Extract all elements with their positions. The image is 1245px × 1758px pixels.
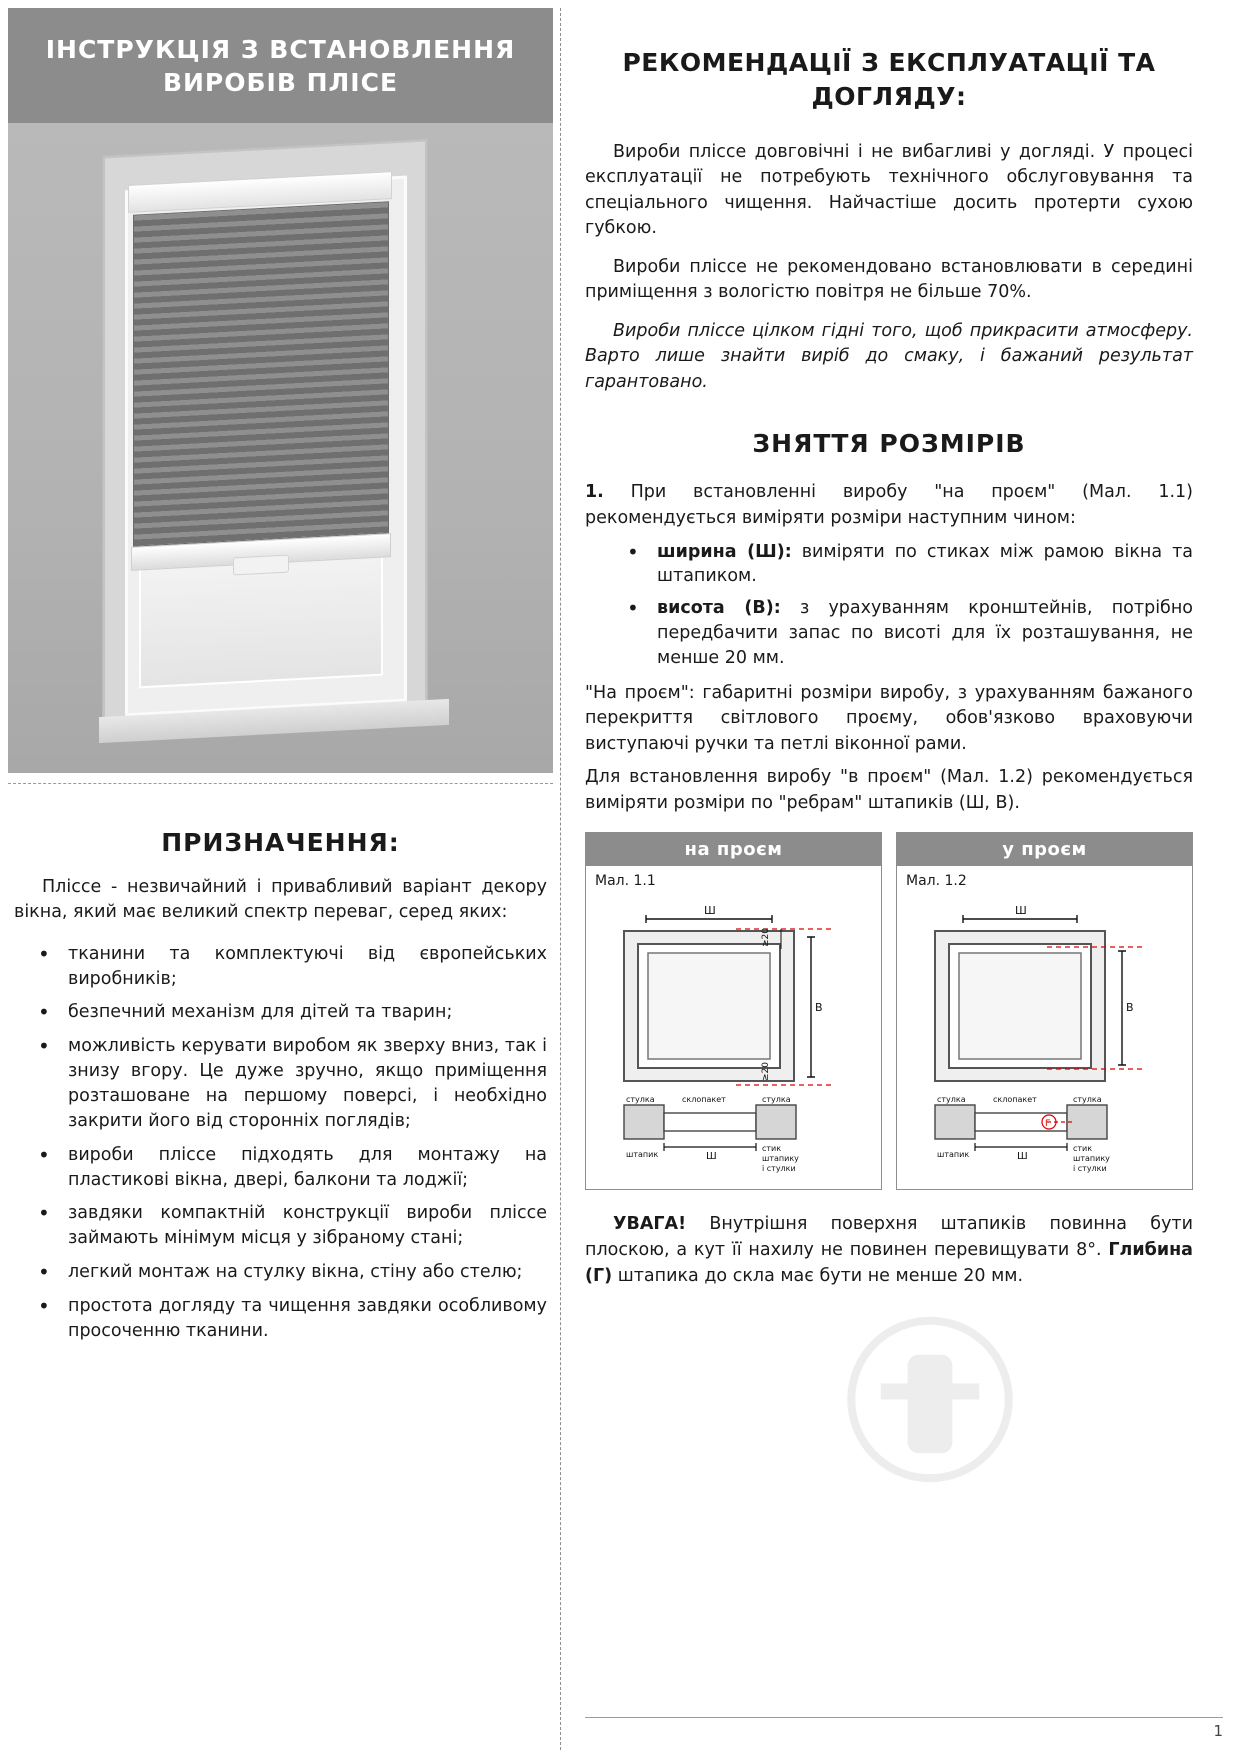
svg-text:стулка: стулка <box>762 1095 791 1105</box>
svg-text:штапик: штапик <box>937 1150 970 1160</box>
page-title: ІНСТРУКЦІЯ З ВСТАНОВЛЕННЯ ВИРОБІВ ПЛІСЕ <box>45 34 516 97</box>
svg-text:стулка: стулка <box>937 1095 966 1105</box>
care-para-2: Вироби пліссе не рекомендовано встановлювати в середині приміщення з вологістю повітря не більше 70%. <box>585 256 1193 303</box>
list-item: • завдяки компактній конструкції вироби пліссе займають мінімум місця у зібраному стані; <box>14 1201 547 1251</box>
measure-intro-number: 1. <box>585 482 604 503</box>
purpose-bullets <box>8 942 553 1344</box>
purpose-heading: ПРИЗНАЧЕННЯ: <box>161 828 400 857</box>
dim-text: виміряти по стиках між рамою вікна та штапиком. <box>657 541 1193 587</box>
care-heading: РЕКОМЕНДАЦІЇ З ЕКСПЛУАТАЦІЇ ТА ДОГЛЯДУ: <box>622 48 1156 111</box>
purpose-lead: Пліссе - незвичайний і привабливий варіант декору вікна, який має великий спектр переваг, серед яких: <box>14 877 547 923</box>
warning-paragraph <box>585 1212 1193 1289</box>
list-item <box>585 540 1193 590</box>
svg-text:В: В <box>815 1001 823 1015</box>
measure-note-1: "На проєм": габаритні розміри виробу, з урахуванням бажаного перекриття світлового проєму, обов'язково враховуючи виступаючі ручки та петлі віконної рами. <box>585 682 1193 754</box>
warning-text: Внутрішня поверхня штапиків повинна бути плоскою, а кут її нахилу не повинен перевищувати 8°. <box>585 1214 1193 1261</box>
figures-row <box>585 832 1193 1190</box>
main-title-band <box>8 8 553 123</box>
svg-text:≥20: ≥20 <box>761 1062 771 1082</box>
column-separator <box>560 8 561 1750</box>
measure-heading: ЗНЯТТЯ РОЗМІРІВ <box>752 429 1026 459</box>
list-item: • легкий монтаж на стулку вікна, стіну або стелю; <box>14 1260 547 1285</box>
svg-text:стулка: стулка <box>1073 1095 1102 1105</box>
list-item: • простота догляду та чищення завдяки особливому просоченню тканини. <box>14 1294 547 1344</box>
svg-text:і стулки: і стулки <box>1073 1164 1107 1174</box>
care-para-1: Вироби пліссе довговічні і не вибагливі у догляді. У процесі експлуатації не потребують технічного обслуговування та спеціального чищення. Найчастіше досить протерти сухою губкою. <box>585 141 1193 239</box>
warning-label: УВАГА! <box>613 1214 687 1235</box>
svg-text:штапику: штапику <box>762 1154 799 1164</box>
svg-text:В: В <box>1126 1001 1134 1015</box>
measure-list <box>585 540 1193 671</box>
svg-text:Г: Г <box>1045 1119 1051 1130</box>
dim-term: висота (В): <box>657 598 781 619</box>
svg-text:Ш: Ш <box>1015 904 1027 918</box>
left-divider <box>8 783 553 784</box>
dim-term: ширина (Ш): <box>657 541 792 562</box>
list-item: • можливість керувати виробом як зверху вниз, так і знизу вгору. Це дуже зручно, якщо приміщення розташоване на першому поверсі, і необхідно закрити його від сторонніх поглядів; <box>14 1034 547 1133</box>
warning-text-2: штапика до скла має бути не менше 20 мм. <box>612 1265 1024 1286</box>
figure-in-opening <box>896 832 1193 1190</box>
svg-text:Ш: Ш <box>704 904 716 918</box>
figure-left-header: на проєм <box>586 833 881 866</box>
dim-text: з урахуванням кронштейнів, потрібно передбачити запас по висоті для їх розташування, не менше 20 мм. <box>657 598 1193 668</box>
svg-text:штапик: штапик <box>626 1150 659 1160</box>
left-column <box>8 8 553 1750</box>
care-para-3: Вироби пліссе цілком гідні того, щоб прикрасити атмосферу. Варто лише знайти виріб до смаку, і бажаний результат гарантовано. <box>585 320 1193 392</box>
window-illustration <box>103 148 443 758</box>
list-item <box>585 596 1193 671</box>
svg-text:≥20: ≥20 <box>761 928 771 948</box>
svg-text:стулка: стулка <box>626 1095 655 1105</box>
svg-text:стик: стик <box>762 1144 782 1154</box>
svg-text:стик: стик <box>1073 1144 1093 1154</box>
figure-right-label: Мал. 1.2 <box>906 873 967 890</box>
svg-text:Ш: Ш <box>1017 1151 1028 1163</box>
svg-text:склопакет: склопакет <box>993 1095 1037 1105</box>
measure-intro <box>585 480 1193 531</box>
figure-right-header: у проєм <box>897 833 1192 866</box>
svg-text:штапику: штапику <box>1073 1154 1110 1164</box>
list-item: • безпечний механізм для дітей та тварин; <box>14 1000 547 1025</box>
page-number: 1 <box>1213 1722 1223 1740</box>
figure-left-drawing <box>586 889 881 1189</box>
measure-note-2: Для встановлення виробу "в проєм" (Мал. 1.2) рекомендується виміряти розміри по "ребрам" штапиків (Ш, В). <box>585 767 1193 813</box>
right-column <box>585 28 1193 1289</box>
watermark-icon-right <box>845 1300 1015 1494</box>
figure-right-drawing <box>897 889 1192 1189</box>
product-photo <box>8 123 553 773</box>
list-item: • тканини та комплектуючі від європейських виробників; <box>14 942 547 992</box>
measure-intro-text: При встановленні виробу "на проєм" (Мал. 1.1) рекомендується виміряти розміри наступним чином: <box>585 482 1193 528</box>
svg-text:Ш: Ш <box>706 1151 717 1163</box>
svg-text:і стулки: і стулки <box>762 1164 796 1174</box>
svg-text:склопакет: склопакет <box>682 1095 726 1105</box>
figure-left-label: Мал. 1.1 <box>595 873 656 890</box>
figure-on-opening <box>585 832 882 1190</box>
warning-bold-depth: Глибина (Г) <box>585 1240 1193 1286</box>
list-item: • вироби пліссе підходять для монтажу на пластикові вікна, двері, балкони та лоджії; <box>14 1143 547 1193</box>
footer-rule <box>585 1717 1223 1718</box>
